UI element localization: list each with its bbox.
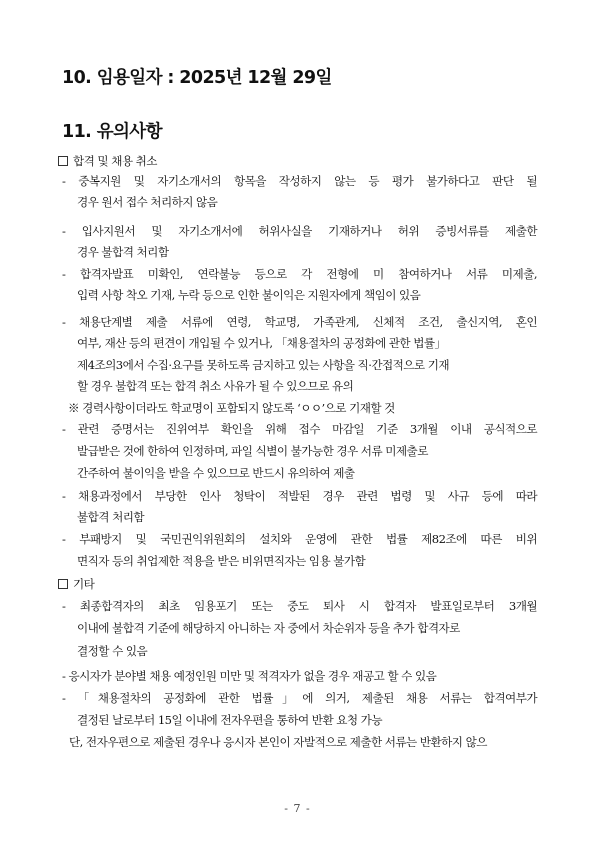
paragraph-line: - 관련 증명서는 진위여부 확인을 위해 접수 마감일 기준 3개월 이내 공식적으로 (62, 422, 537, 436)
paragraph-line: - 합격자발표 미확인, 연락불능 등으로 각 전형에 미 참여하거나 서류 미제출, (62, 267, 537, 281)
paragraph-line: - 「채용절차의 공정화에 관한 법률」에 의거, 제출된 채용 서류는 합격여부가 (62, 691, 537, 705)
checkbox-square-icon (58, 156, 68, 166)
paragraph-line: - 부패방지 및 국민권익위원회의 설치와 운영에 관한 법률 제82조에 따른 비위 (62, 532, 537, 546)
paragraph-line: 간주하여 불이익을 받을 수 있으므로 반드시 유의하여 제출 (77, 466, 355, 480)
paragraph-line: 입력 사항 착오 기재, 누락 등으로 인한 불이익은 지원자에게 책임이 있음 (77, 288, 421, 302)
paragraph-line: 여부, 재산 등의 편견이 개입될 수 있거나, 「채용절차의 공정화에 관한 법률」 (77, 336, 446, 350)
paragraph-line: 할 경우 불합격 또는 합격 취소 사유가 될 수 있으므로 유의 (77, 379, 354, 393)
section-title: 합격 및 채용 취소 (73, 154, 157, 168)
heading-appointment-date: 10. 임용일자 : 2025년 12월 29일 (62, 68, 332, 88)
paragraph-line: - 채용단계별 제출 서류에 연령, 학교명, 가족관계, 신체적 조건, 출신지역, 혼인 (62, 315, 537, 329)
paragraph-line: 제4조의3에서 수집·요구를 못하도록 금지하고 있는 사항을 직·간접적으로 기재 (77, 358, 450, 372)
paragraph-line: - 입사지원서 및 자기소개서에 허위사실을 기재하거나 허위 증빙서류를 제출한 (62, 224, 537, 238)
paragraph-line: - 중복지원 및 자기소개서의 항목을 작성하지 않는 등 평가 불가하다고 판단 될 (62, 174, 537, 188)
paragraph-line: 경우 원서 접수 처리하지 않음 (77, 195, 218, 209)
paragraph-line: - 응시자가 분야별 채용 예정인원 미만 및 적격자가 없을 경우 재공고 할 수 있음 (62, 669, 437, 683)
paragraph-line: 결정할 수 있음 (77, 644, 148, 658)
checkbox-square-icon (58, 579, 68, 589)
paragraph-line: - 최종합격자의 최초 임용포기 또는 중도 퇴사 시 합격자 발표일로부터 3개월 (62, 599, 537, 613)
page-number: - 7 - (284, 802, 311, 815)
section-cancel-heading (58, 154, 157, 168)
paragraph-line: 면직자 등의 취업제한 적용을 받은 비위면직자는 임용 불가함 (77, 554, 366, 568)
paragraph-line: 불합격 처리함 (77, 510, 145, 524)
section-title: 기타 (73, 577, 95, 591)
paragraph-line: 이내에 불합격 기준에 해당하지 아니하는 자 중에서 차순위자 등을 추가 합격자로 (77, 621, 460, 635)
paragraph-line: 결정된 날로부터 15일 이내에 전자우편을 통하여 반환 요청 가능 (77, 713, 382, 727)
note-line: ※ 경력사항이더라도 학교명이 포함되지 않도록 ‘ㅇㅇ’으로 기재할 것 (68, 401, 395, 415)
paragraph-line: 발급받은 것에 한하여 인정하며, 파일 식별이 불가능한 경우 서류 미제출로 (77, 444, 428, 458)
section-etc-heading (58, 577, 94, 591)
heading-precautions: 11. 유의사항 (62, 122, 162, 142)
paragraph-line: 단, 전자우편으로 제출된 경우나 응시자 본인이 자발적으로 제출한 서류는 반환하지 않으 (69, 735, 487, 749)
paragraph-line: 경우 불합격 처리함 (77, 245, 169, 259)
paragraph-line: - 채용과정에서 부당한 인사 청탁이 적발된 경우 관련 법령 및 사규 등에 따라 (62, 489, 537, 503)
